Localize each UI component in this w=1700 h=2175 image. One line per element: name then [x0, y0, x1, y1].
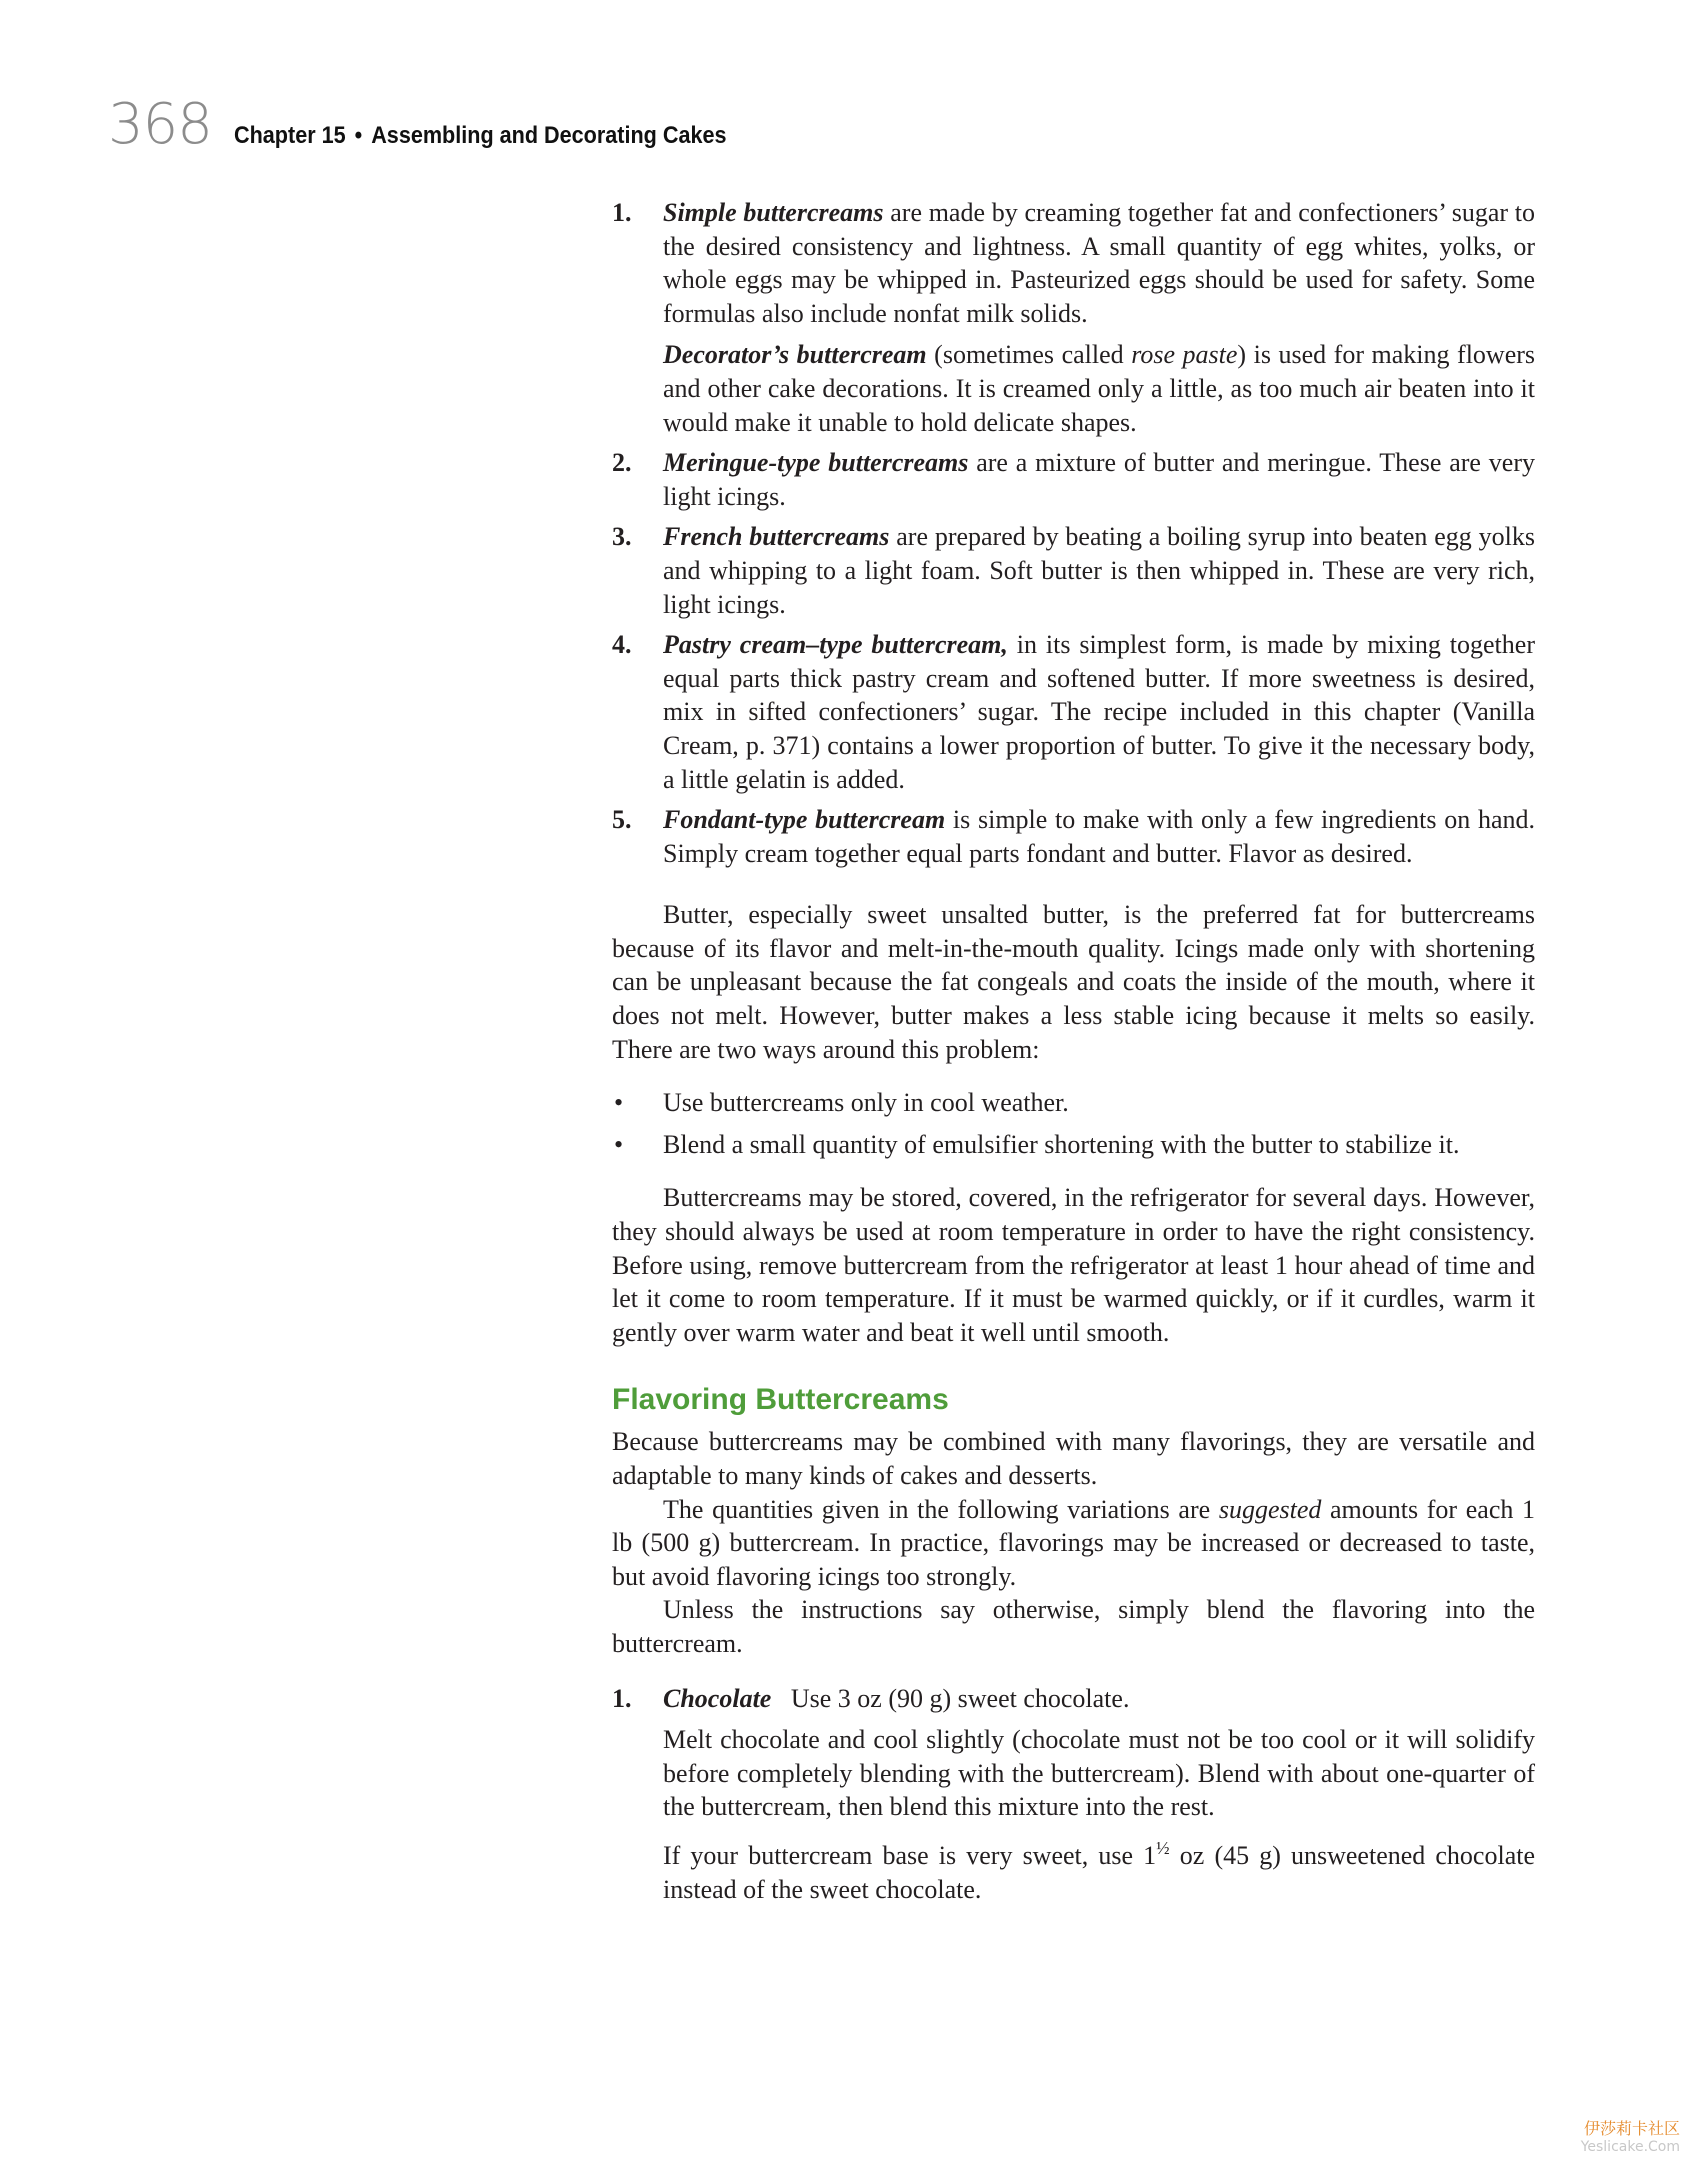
list-item-text: [663, 196, 1535, 330]
chapter-title: Assembling and Decorating Cakes: [371, 122, 727, 149]
definition: is simple to make with only a few ingredients on hand. Simply cream together equal parts fondant and butter. Flavor as desired.: [663, 805, 1535, 868]
running-header: [108, 92, 781, 162]
list-item: [612, 1682, 1535, 1907]
term: Chocolate: [663, 1683, 772, 1713]
fraction: [1156, 1837, 1170, 1870]
list-item: [612, 803, 1535, 870]
definition: are prepared by beating a boiling syrup into beaten egg yolks and whipping to a light foam. Soft butter is then whipped in. These are very rich, light icings.: [663, 522, 1535, 619]
list-item-subparagraph: [663, 1832, 1535, 1906]
list-item-text: [663, 1682, 1535, 1716]
list-item: [612, 196, 1535, 439]
flavoring-list: [612, 1682, 1535, 1907]
definition: in its simplest form, is made by mixing together equal parts thick pastry cream and softened butter. If more sweetness is desired, mix in sifted confectioners’ sugar. The recipe included in this chapter (Vanilla Cream, p. 371) contains a lower proportion of butter. To give it the necessary body, a little gelatin is added.: [663, 630, 1535, 794]
emphasis: rose paste: [1131, 340, 1238, 370]
separator-bullet: •: [354, 122, 363, 149]
list-item: [612, 628, 1535, 796]
paragraph-storage: Buttercreams may be stored, covered, in the refrigerator for several days. However, they should always be used at room temperature in order to have the right consistency. Before using, remove buttercream from the refrigerator at least 1 hour ahead of time and let it come to room temperature. If it must be warmed quickly, or if it curdles, warm it gently over warm water and beat it well until smooth.: [612, 1183, 1535, 1347]
bullet-item: [612, 1086, 1535, 1120]
watermark: [1581, 2116, 1680, 2155]
term: Meringue-type buttercreams: [663, 448, 969, 478]
bullet-text: Use buttercreams only in cool weather.: [663, 1088, 1069, 1118]
list-item-subparagraph: Melt chocolate and cool slightly (chocolate must not be too cool or it will solidify before completely blending with the buttercream). Blend with about one-quarter of the buttercream, then blend this mixture into the rest.: [663, 1725, 1535, 1822]
definition: are a mixture of butter and meringue. These are very light icings.: [663, 448, 1535, 511]
paragraph-butter: Butter, especially sweet unsalted butter, is the preferred fat for buttercreams because of its flavor and melt-in-the-mouth quality. Icings made only with shortening can be unpleasant because the fat congeals and coats the inside of the mouth, where it does not melt. However, butter makes a less stable icing because it melts so easily. There are two ways around this problem:: [612, 900, 1535, 1064]
bullet-icon: •: [614, 1129, 624, 1159]
list-item: [612, 520, 1535, 621]
main-column: [612, 196, 1535, 1913]
bullet-list: [612, 1086, 1535, 1161]
definition: are made by creaming together fat and confectioners’ sugar to the desired consistency and lightness. A small quantity of egg whites, yolks, or whole eggs may be whipped in. Pasteurized eggs should be used for safety. Some formulas also include nonfat milk solids.: [663, 198, 1535, 328]
definition: Use 3 oz (90 g) sweet chocolate.: [771, 1683, 1130, 1713]
list-number: 4.: [612, 630, 632, 660]
list-number: 1.: [612, 198, 632, 227]
list-item: [612, 446, 1535, 513]
term: Pastry cream–type buttercream,: [663, 630, 1008, 660]
list-number: 1.: [612, 1683, 632, 1713]
chapter-label: Chapter 15: [233, 122, 346, 149]
list-item-text: [663, 628, 1535, 796]
list-number: 5.: [612, 805, 632, 835]
text-run: The quantities given in the following variations are: [663, 1494, 1219, 1524]
term: Fondant-type buttercream: [663, 805, 946, 835]
bullet-text: Blend a small quantity of emulsifier shortening with the butter to stabilize it.: [663, 1129, 1460, 1159]
emphasis: suggested: [1218, 1494, 1322, 1524]
fraction-glyph: ½: [1156, 1837, 1170, 1858]
text-run: If your buttercream base is very sweet, use 1: [663, 1840, 1157, 1870]
term: Decorator’s buttercream: [663, 340, 927, 370]
definition: ) is used for making flowers and other cake decorations. It is creamed only a little, as too much air beaten into it would make it unable to hold delicate shapes.: [663, 340, 1536, 437]
section-heading: Flavoring Buttercreams: [612, 1383, 949, 1417]
watermark-cn: 伊莎莉卡社区: [1583, 2119, 1680, 2138]
definition: (sometimes called: [926, 340, 1132, 370]
buttercream-types-list: [612, 196, 1535, 870]
term: French buttercreams: [663, 522, 890, 552]
watermark-en: Yeslicake.Com: [1580, 2139, 1680, 2155]
text-run: oz (45 g) unsweetened chocolate instead of the sweet chocolate.: [663, 1840, 1536, 1904]
bullet-item: [612, 1128, 1535, 1162]
paragraph-instructions: Unless the instructions say otherwise, simply blend the flavoring into the buttercream.: [612, 1595, 1535, 1658]
text-run: amounts for each 1 lb (500 g) buttercream. In practice, flavorings may be increased or decreased to taste, but avoid flavoring icings too strongly.: [612, 1494, 1536, 1591]
paragraph-quantities: [612, 1493, 1535, 1594]
bullet-icon: •: [614, 1088, 624, 1118]
list-number: 3.: [612, 522, 632, 552]
list-number: 2.: [612, 448, 632, 478]
list-item-text: [663, 446, 1535, 513]
list-item-text: [663, 803, 1535, 870]
list-item-text: [663, 520, 1535, 621]
list-item-subparagraph: [663, 338, 1535, 439]
term: Simple buttercreams: [663, 198, 884, 227]
paragraph-flavoring-intro: Because buttercreams may be combined with many flavorings, they are versatile and adaptable to many kinds of cakes and desserts.: [612, 1427, 1535, 1490]
running-head: [234, 122, 727, 150]
page-number: 368: [108, 92, 212, 157]
